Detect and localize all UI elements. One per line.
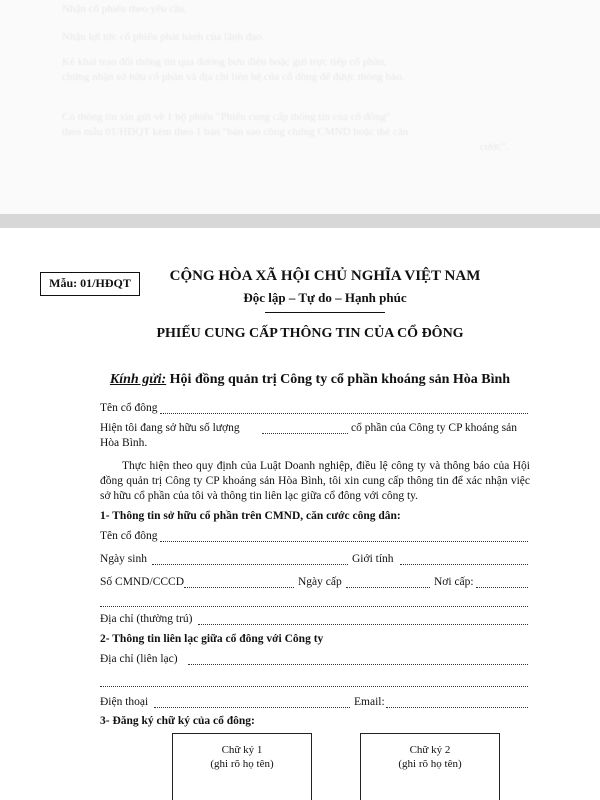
id-number-field[interactable] (184, 587, 294, 588)
dob-label: Ngày sinh (100, 553, 147, 565)
s1-name-field[interactable] (160, 541, 528, 542)
holding-prefix: Hiện tôi đang sở hữu số lượng (100, 422, 240, 434)
email-field[interactable] (386, 707, 528, 708)
form-title: PHIẾU CUNG CẤP THÔNG TIN CỦA CỔ ĐÔNG (156, 326, 464, 341)
contact-address-label: Địa chỉ (liên lạc) (100, 653, 178, 665)
signature-2-note: (ghi rõ họ tên) (398, 758, 462, 770)
greeting (40, 372, 580, 388)
intro-paragraph: Thực hiện theo quy định của Luật Doanh nghiệp, điều lệ công ty và thông báo của Hội đồng quản trị Công ty CP khoáng sản Hòa Bình, tôi xin cung cấp thông tin để xác nhận việc sở hữu cổ phần của tôi và thông tin liên lạc giữa cổ đông với công ty. (100, 460, 530, 502)
permanent-address-label: Địa chỉ (thường trú) (100, 613, 193, 625)
s1-name-label: Tên cổ đông (100, 530, 158, 542)
signature-1-note: (ghi rõ họ tên) (210, 758, 274, 770)
form-code-box: Mẫu: 01/HĐQT (40, 272, 140, 296)
signature-box-2[interactable] (360, 733, 500, 800)
gender-field[interactable] (400, 564, 528, 565)
issue-place-field[interactable] (476, 587, 528, 588)
signature-box-1[interactable] (172, 733, 312, 800)
previous-page (0, 0, 600, 214)
id-number-label: Số CMND/CCCD (100, 576, 185, 588)
previous-page-line: Nhận cổ phiếu theo yêu cầu. (62, 3, 188, 15)
holding-suffix-2: Hòa Bình. (100, 437, 148, 449)
national-motto: Độc lập – Tự do – Hạnh phúc (243, 290, 407, 305)
previous-page-line: cước". (480, 141, 509, 153)
previous-page-line: Nhận lợi tức cổ phiếu phát hành của lãnh đạo. (62, 31, 265, 43)
section-2-title: 2- Thông tin liên lạc giữa cổ đông với Công ty (100, 633, 324, 645)
greeting-prefix: Kính gửi: (109, 372, 167, 387)
gender-label: Giới tính (352, 553, 394, 565)
previous-page-line: Kê khai trao đổi thông tin qua đường bưu điện hoặc gửi trực tiếp cổ phần, (62, 56, 387, 68)
section-1-title: 1- Thông tin sở hữu cổ phần trên CMND, căn cước công dân: (100, 510, 401, 522)
blank-line[interactable] (100, 606, 528, 607)
issue-place-label: Nơi cấp: (434, 576, 474, 588)
permanent-address-field[interactable] (198, 624, 528, 625)
contact-address-field[interactable] (188, 664, 528, 665)
share-quantity-field[interactable] (262, 433, 348, 434)
signature-2-label: Chữ ký 2 (409, 744, 451, 756)
motto-underline (265, 312, 385, 313)
greeting-recipient: Hội đồng quản trị Công ty cổ phần khoáng sản Hòa Bình (166, 372, 511, 387)
page-gap (0, 214, 600, 228)
form-page (0, 228, 600, 800)
blank-line[interactable] (100, 686, 528, 687)
previous-page-line: Có thông tin xin gửi về 1 bộ phiếu "Phiếu cung cấp thông tin của cổ đông" (62, 111, 391, 123)
phone-label: Điện thoại (100, 696, 149, 708)
email-label: Email: (354, 696, 385, 708)
phone-field[interactable] (154, 707, 350, 708)
issue-date-field[interactable] (346, 587, 430, 588)
shareholder-name-field[interactable] (160, 413, 528, 414)
shareholder-name-label: Tên cổ đông (100, 402, 158, 414)
previous-page-line: chứng nhận sở hữu cổ phần và địa chỉ liên hệ của cổ đông để được thông báo. (62, 71, 405, 83)
holding-suffix: cổ phần của Công ty CP khoáng sản (351, 422, 517, 434)
previous-page-line: theo mẫu 01/HĐQT kèm theo 1 bản "bản sao công chứng CMND hoặc thẻ căn (62, 126, 409, 138)
section-3-title: 3- Đăng ký chữ ký của cổ đông: (100, 715, 255, 727)
signature-1-label: Chữ ký 1 (221, 744, 263, 756)
national-title: CỘNG HÒA XÃ HỘI CHỦ NGHĨA VIỆT NAM (169, 268, 481, 284)
dob-field[interactable] (152, 564, 348, 565)
issue-date-label: Ngày cấp (298, 576, 342, 588)
